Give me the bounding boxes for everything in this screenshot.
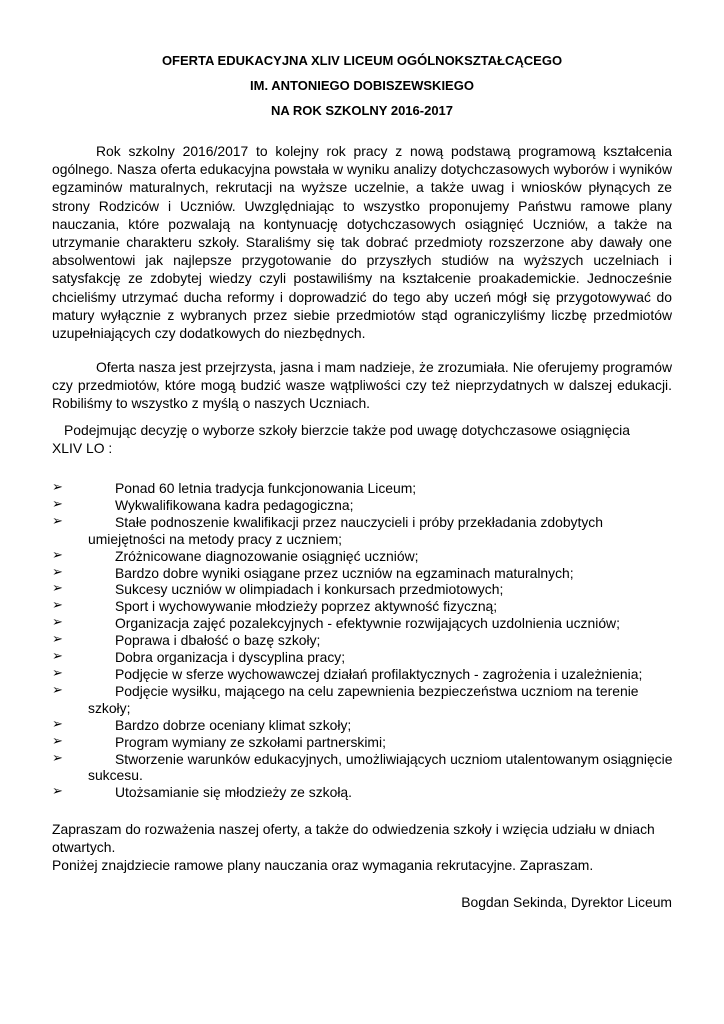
list-item	[52, 565, 677, 582]
arrow-bullet-icon: ➢	[52, 564, 63, 580]
list-item-text: Bardzo dobrze oceniany klimat szkoły;	[115, 716, 352, 733]
list-item	[52, 548, 677, 565]
achievements-list	[52, 480, 677, 801]
arrow-bullet-icon: ➢	[52, 716, 63, 732]
list-item	[52, 683, 677, 717]
list-item	[52, 734, 677, 751]
list-item	[52, 666, 677, 683]
arrow-bullet-icon: ➢	[52, 682, 63, 698]
list-item-text: Sport i wychowywanie młodzieży poprzez aktywność fizyczną;	[115, 598, 498, 615]
offer-paragraph: Oferta nasza jest przejrzysta, jasna i mam nadzieje, że zrozumiała. Nie oferujemy programów czy przedmiotów, które mogą budzić wasze wątpliwości czy też nieprzydatnych w dalszej edukacji. Robiliśmy to wszystko z myślą o naszych Uczniach.	[52, 359, 672, 412]
signature: Bogdan Sekinda, Dyrektor Liceum	[461, 894, 672, 910]
list-item-text: Program wymiany ze szkołami partnerskimi;	[115, 733, 386, 750]
list-item-text: Sukcesy uczniów w olimpiadach i konkursach przedmiotowych;	[115, 581, 504, 598]
intro-paragraph: Rok szkolny 2016/2017 to kolejny rok pracy z nową podstawą programową kształcenia ogólnego. Nasza oferta edukacyjna powstała w wyniku analizy dotychczasowych wyborów i wyników egzaminów maturalnych, rekrutacji na wyższe uczelnie, a także uwag i wniosków płynących ze strony Rodziców i Uczniów. Uwzględniając to wszystko proponujemy Państwu ramowe plany nauczania, które pozwalają na kontynuację dotychczasowych osiągnięć Uczniów, a także na utrzymanie charakteru szkoły. Staraliśmy się tak dobrać przedmioty rozszerzone aby dawały one absolwentowi jak najlepsze przygotowanie do przyszłych studiów na wyższych uczelniach i satysfakcję ze zdobytej wiedzy czyli postawiliśmy na kształcenie proakademickie. Jednocześnie chcieliśmy utrzymać ducha reformy i doprowadzić do tego aby uczeń mógł się przygotowywać do matury wyłącznie z wybranych przez siebie przedmiotów stąd ograniczyliśmy liczbę przedmiotów uzupełniających czy dodatkowych do niezbędnych.	[52, 143, 672, 342]
list-item	[52, 717, 677, 734]
arrow-bullet-icon: ➢	[52, 480, 63, 495]
list-item-text: Podjęcie w sferze wychowawczej działań profilaktycznych - zagrożenia i uzależnienia;	[115, 665, 643, 682]
list-item-text: Utożsamianie się młodzieży ze szkołą.	[115, 784, 353, 801]
arrow-bullet-icon: ➢	[52, 649, 63, 665]
list-item-text: Ponad 60 letnia tradycja funkcjonowania Liceum;	[115, 480, 417, 496]
list-item	[52, 751, 677, 785]
list-item-text: Podjęcie wysiłku, mającego na celu zapewnienia bezpieczeństwa uczniom na terenie szkoły;	[88, 682, 639, 716]
list-item-text: Wykwalifikowana kadra pedagogiczna;	[115, 496, 354, 513]
arrow-bullet-icon: ➢	[52, 547, 63, 563]
title-line-3: NA ROK SZKOLNY 2016-2017	[270, 103, 454, 118]
arrow-bullet-icon: ➢	[52, 513, 63, 529]
arrow-bullet-icon: ➢	[52, 750, 63, 766]
title-line-2: IM. ANTONIEGO DOBISZEWSKIEGO	[250, 78, 474, 93]
title-line-1: OFERTA EDUKACYJNA XLIV LICEUM OGÓLNOKSZTAŁCĄCEGO	[161, 53, 563, 68]
arrow-bullet-icon: ➢	[52, 598, 63, 614]
list-item	[52, 632, 677, 649]
list-item-text: Zróżnicowane diagnozowanie osiągnięć uczniów;	[115, 547, 419, 564]
list-item-text: Bardzo dobre wyniki osiągane przez uczniów na egzaminach maturalnych;	[115, 564, 574, 581]
list-item	[52, 649, 677, 666]
arrow-bullet-icon: ➢	[52, 665, 63, 681]
decision-paragraph: Podejmując decyzję o wyborze szkoły bierzcie także pod uwagę dotychczasowe osiągnięcia XLIV LO :	[52, 422, 630, 456]
list-item	[52, 784, 677, 801]
list-item-text: Stworzenie warunków edukacyjnych, umożliwiających uczniom utalentowanym osiągnięcie sukcesu.	[88, 750, 673, 784]
arrow-bullet-icon: ➢	[52, 632, 63, 648]
arrow-bullet-icon: ➢	[52, 733, 63, 749]
arrow-bullet-icon: ➢	[52, 615, 63, 631]
closing-invite: Zapraszam do rozważenia naszej oferty, a także do odwiedzenia szkoły i wzięcia udziału w dniach otwartych.	[52, 821, 655, 855]
list-item-text: Organizacja zajęć pozalekcyjnych - efektywnie rozwijających uzdolnienia uczniów;	[115, 615, 620, 632]
arrow-bullet-icon: ➢	[52, 496, 63, 512]
closing-plans: Poniżej znajdziecie ramowe plany nauczania oraz wymagania rekrutacyjne. Zapraszam.	[52, 857, 594, 873]
list-item	[52, 615, 677, 632]
list-item-text: Stałe podnoszenie kwalifikacji przez nauczycieli i próby przekładania zdobytych umiejętności na metody pracy z uczniem;	[88, 513, 603, 547]
list-item	[52, 581, 677, 598]
list-item	[52, 598, 677, 615]
list-item-text: Dobra organizacja i dyscyplina pracy;	[115, 649, 346, 666]
list-item	[52, 514, 677, 548]
list-item	[52, 497, 677, 514]
list-item	[52, 480, 677, 497]
arrow-bullet-icon: ➢	[52, 784, 63, 800]
list-item-text: Poprawa i dbałość o bazę szkoły;	[115, 632, 321, 649]
arrow-bullet-icon: ➢	[52, 581, 63, 597]
